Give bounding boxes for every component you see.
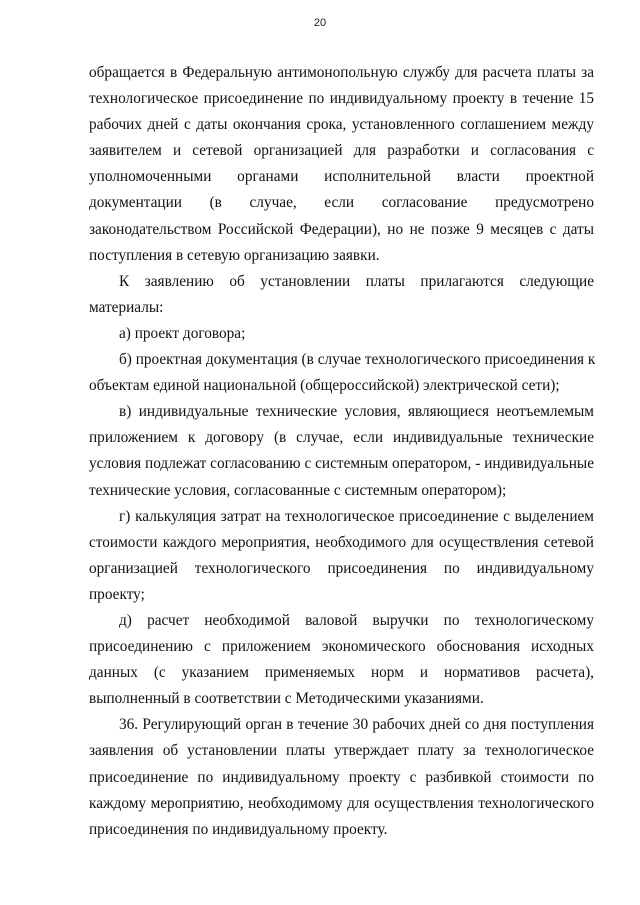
list-item-g bbox=[89, 504, 594, 608]
text-line: в) индивидуальные технические условия, являющиеся неотъемлемым bbox=[119, 403, 594, 421]
text-line: К заявлению об установлении платы прилагаются следующие bbox=[119, 272, 594, 290]
text-line: каждому мероприятию, необходимому для осуществления технологического bbox=[89, 794, 594, 812]
text-line: б) проектная документация (в случае технологического присоединения к bbox=[119, 351, 596, 369]
page-number: 20 bbox=[313, 17, 327, 29]
text-line: а) проект договора; bbox=[119, 324, 246, 342]
text-line: заявителем и сетевой организацией для разработки и согласования с bbox=[89, 142, 594, 160]
list-item-v bbox=[89, 399, 594, 503]
paragraph-attachments-intro bbox=[89, 269, 594, 321]
text-line: заявления об установлении платы утверждает плату за технологическое bbox=[89, 742, 594, 760]
text-line: присоединение по индивидуальному проекту с разбивкой стоимости по bbox=[89, 768, 594, 786]
text-line: приложением к договору (в случае, если индивидуальные технические bbox=[89, 429, 594, 447]
text-line: г) калькуляция затрат на технологическое присоединение с выделением bbox=[119, 507, 594, 525]
text-line: 36. Регулирующий орган в течение 30 рабочих дней со дня поступления bbox=[119, 716, 594, 734]
list-item-d bbox=[89, 608, 594, 712]
text-line: стоимости каждого мероприятия, необходимого для осуществления сетевой bbox=[89, 533, 594, 551]
text-line: законодательством Российской Федерации), но не позже 9 месяцев с даты bbox=[89, 220, 594, 238]
list-item-b bbox=[89, 347, 594, 399]
paragraph-continuation bbox=[89, 60, 594, 269]
text-line: обращается в Федеральную антимонопольную службу для расчета платы за bbox=[89, 64, 594, 81]
text-line: выполненный в соответствии с Методическими указаниями. bbox=[89, 690, 484, 708]
section-36 bbox=[89, 712, 594, 842]
text-line: проекту; bbox=[89, 585, 145, 603]
document-body bbox=[89, 60, 594, 843]
text-line: материалы: bbox=[89, 298, 164, 316]
text-line: д) расчет необходимой валовой выручки по технологическому bbox=[119, 611, 594, 629]
text-line: рабочих дней с даты окончания срока, установленного соглашением между bbox=[89, 116, 594, 134]
text-line: организацией технологического присоединения по индивидуальному bbox=[89, 559, 594, 577]
text-line: документации (в случае, если согласование предусмотрено bbox=[89, 194, 594, 212]
text-line: объектам единой национальной (общероссийской) электрической сети); bbox=[89, 377, 560, 395]
text-line: присоединению с приложением экономического обоснования исходных bbox=[89, 638, 594, 656]
text-line: данных (с указанием применяемых норм и нормативов расчета), bbox=[89, 664, 594, 682]
text-line: уполномоченными органами исполнительной власти проектной bbox=[89, 168, 594, 186]
text-line: поступления в сетевую организацию заявки. bbox=[89, 246, 380, 264]
text-line: технологическое присоединение по индивидуальному проекту в течение 15 bbox=[89, 90, 594, 108]
text-line: условия подлежат согласованию с системным оператором, - индивидуальные bbox=[89, 455, 594, 473]
text-line: технические условия, согласованные с системным оператором); bbox=[89, 481, 507, 499]
text-line: присоединения по индивидуальному проекту. bbox=[89, 820, 388, 838]
list-item-a bbox=[89, 321, 594, 347]
